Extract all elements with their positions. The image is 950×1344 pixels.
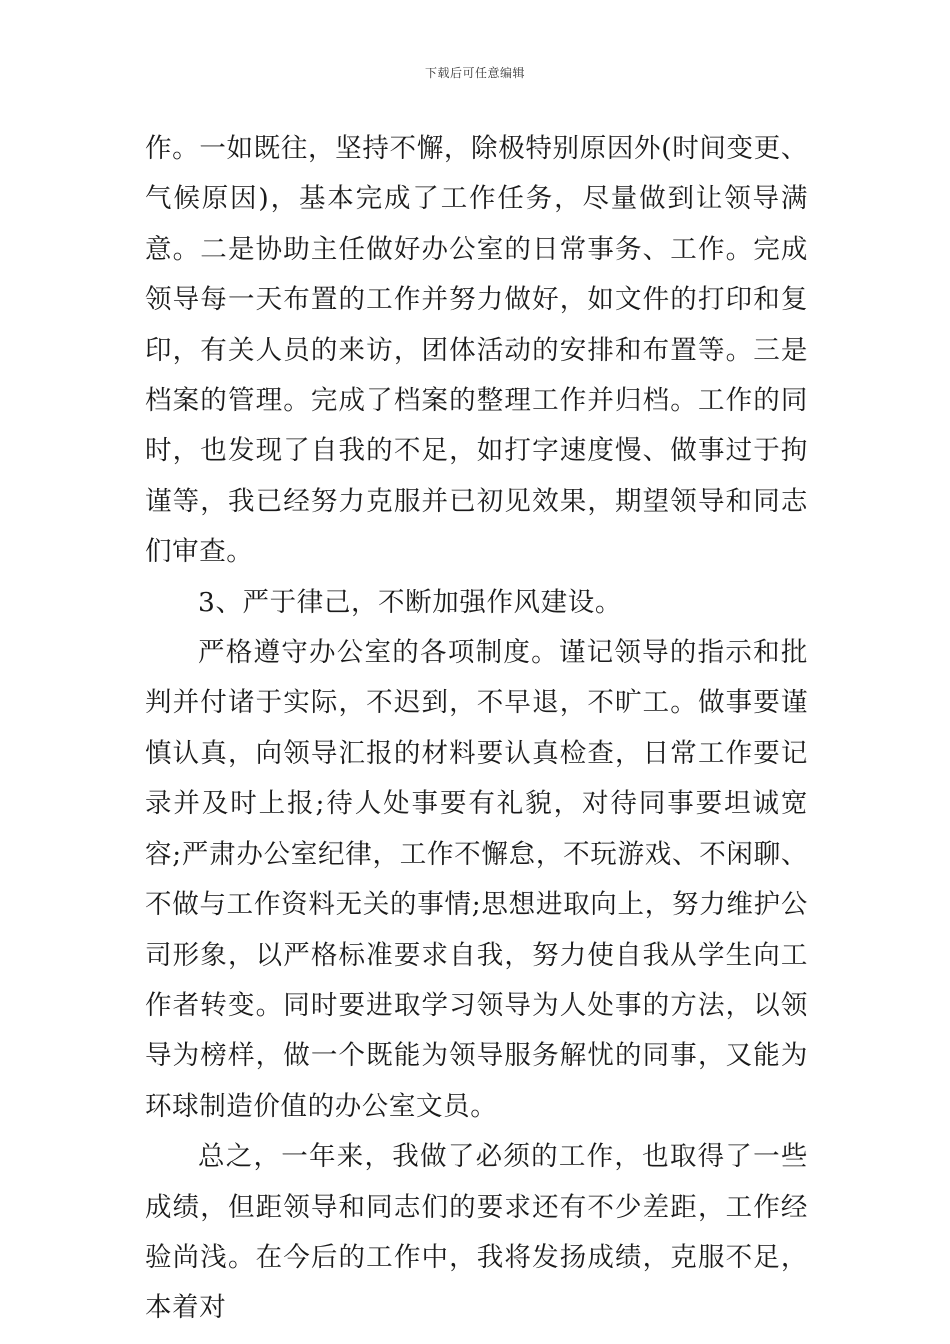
document-body [145, 124, 808, 1334]
section-heading-discipline: 3、严于律己，不断加强作风建设。 [198, 586, 622, 618]
paragraph-continued-work: 作。一如既往，坚持不懈，除极特别原因外(时间变更、气候原因)，基本完成了工作任务，尽量做到让领导满意。二是协助主任做好办公室的日常事务、工作。完成领导每一天布置的工作并努力做好，如文件的打印和复印，有关人员的来访，团体活动的安排和布置等。三是档案的管理。完成了档案的整理工作并归档。工作的同时，也发现了自我的不足，如打字速度慢、做事过于拘谨等，我已经努力克服并已初见效果，期望领导和同志们审查。 [145, 133, 808, 568]
paragraph-rules: 严格遵守办公室的各项制度。谨记领导的指示和批判并付诸于实际，不迟到，不早退，不旷工。做事要谨慎认真，向领导汇报的材料要认真检查，日常工作要记录并及时上报;待人处事要有礼貌，对待同事要坦诚宽容;严肃办公室纪律，工作不懈怠，不玩游戏、不闲聊、不做与工作资料无关的事情;思想进取向上，努力维护公司形象，以严格标准要求自我，努力使自我从学生向工作者转变。同时要进取学习领导为人处事的方法，以领导为榜样，做一个既能为领导服务解忧的同事，又能为环球制造价值的办公室文员。 [145, 637, 808, 1122]
paragraph-summary: 总之，一年来，我做了必须的工作，也取得了一些成绩，但距领导和同志们的要求还有不少差距，工作经验尚浅。在今后的工作中，我将发扬成绩，克服不足，本着对 [145, 1141, 808, 1324]
page-header: 下载后可任意编辑 [424, 66, 525, 80]
